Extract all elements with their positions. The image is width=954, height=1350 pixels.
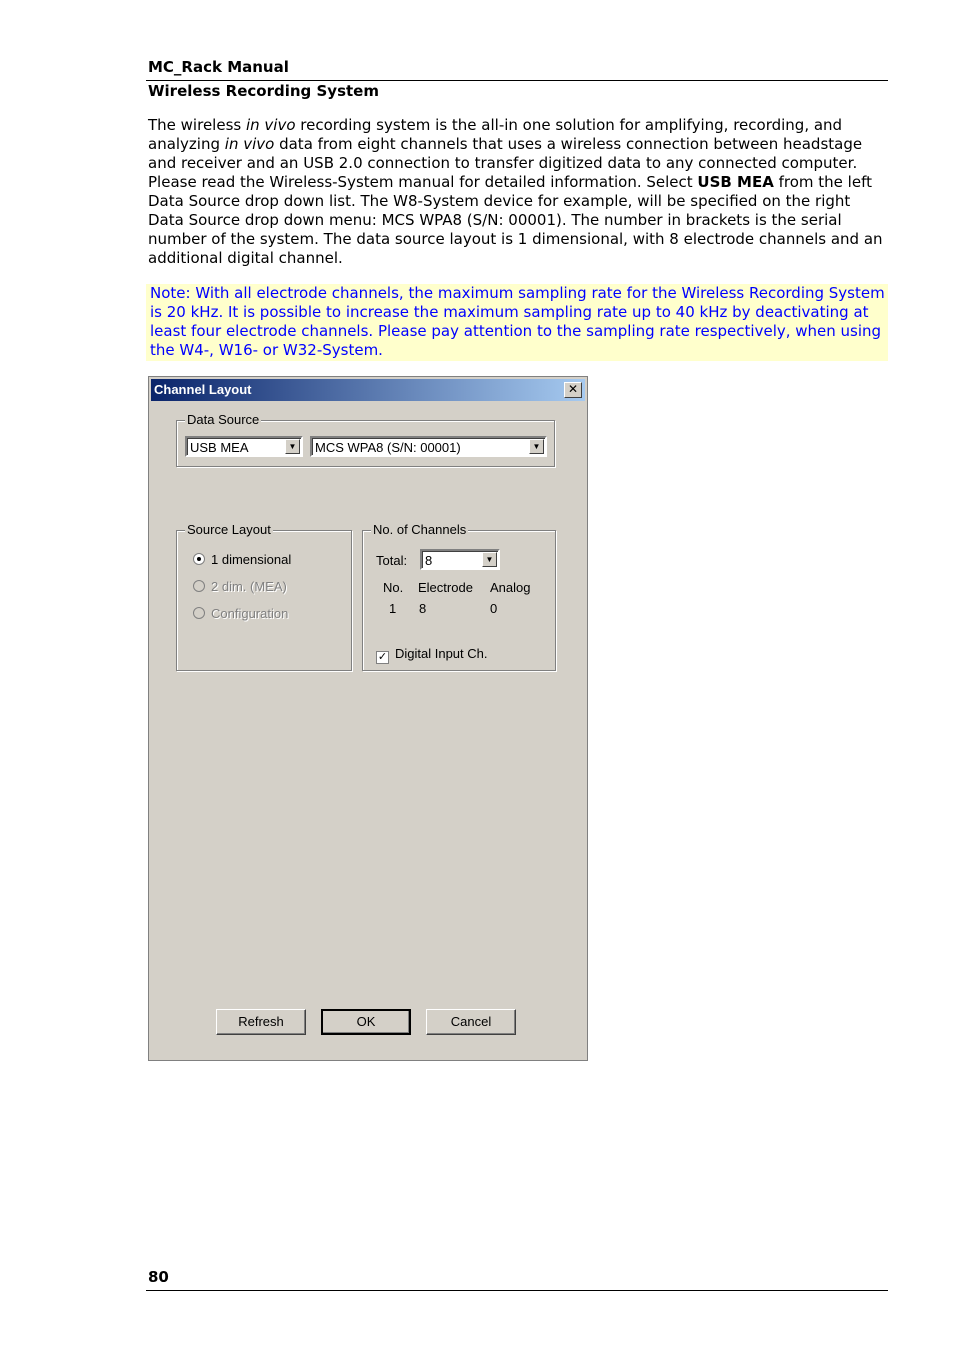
radio-icon (193, 607, 205, 619)
channels-group (362, 522, 556, 671)
row-no-value: 1 (389, 601, 397, 616)
data-source-label: Data Source (187, 412, 260, 427)
cancel-button[interactable]: Cancel (426, 1009, 516, 1035)
data-source-group (176, 412, 555, 467)
digital-input-label: Digital Input Ch. (395, 646, 488, 661)
col-electrode-header: Electrode (418, 580, 473, 595)
ok-button[interactable]: OK (321, 1009, 411, 1035)
section-title: Wireless Recording System (148, 82, 379, 100)
device-select[interactable] (310, 436, 547, 457)
total-value: 8 (425, 553, 433, 568)
device-value: MCS WPA8 (S/N: 00001) (315, 440, 461, 455)
refresh-button[interactable]: Refresh (216, 1009, 306, 1035)
digital-input-checkbox[interactable] (376, 646, 488, 664)
dialog-titlebar[interactable] (151, 379, 585, 401)
chevron-down-icon[interactable]: ▼ (529, 439, 544, 454)
close-button[interactable] (564, 382, 582, 398)
checkmark-icon: ✓ (377, 651, 388, 663)
chevron-down-icon[interactable]: ▼ (285, 439, 300, 454)
radio-configuration: Configuration (193, 606, 288, 621)
note-line: the W4-, W16- or W32-System. (150, 341, 383, 359)
radio-1-dimensional[interactable]: 1 dimensional (193, 552, 291, 567)
data-source-value: USB MEA (190, 440, 249, 455)
page-number: 80 (148, 1268, 169, 1286)
dialog-title: Channel Layout (154, 382, 252, 397)
source-layout-label: Source Layout (187, 522, 271, 537)
source-layout-group (176, 522, 352, 671)
col-analog-header: Analog (490, 580, 531, 595)
data-source-select[interactable] (185, 436, 303, 457)
body-paragraph: The wireless in vivo recording system is the all-in one solution for amplifying, recording, and analyzing in vivo data from eight channels that uses a wireless connection between headstage and receiver and an USB 2.0 connection to transfer digitized data to any connected computer. Please read the Wireless-System manual for detailed information. Select USB MEA from the left Data Source drop down list. The W8-System device for example, will be specified on the right Data Source drop down menu: MCS WPA8 (S/N: 00001). The number in brackets is the serial number of the system. The data source layout is 1 dimensional, with 8 electrode channels and an additional digital channel. (148, 116, 883, 267)
radio-selected-icon (193, 553, 205, 565)
manual-title: MC_Rack Manual (148, 58, 289, 76)
note-line: Note: With all electrode channels, the maximum sampling rate for the Wireless Recording System (150, 284, 885, 302)
row-electrode-value: 8 (419, 601, 427, 616)
note-line: least four electrode channels. Please pay attention to the sampling rate respectively, when using (150, 322, 882, 340)
total-label: Total: (376, 553, 408, 568)
col-no-header: No. (383, 580, 404, 595)
radio-icon (193, 580, 205, 592)
channels-label: No. of Channels (373, 522, 467, 537)
row-analog-value: 0 (490, 601, 498, 616)
close-icon: ✕ (567, 382, 579, 396)
footer-rule (146, 1290, 888, 1291)
chevron-down-icon[interactable]: ▼ (482, 552, 497, 567)
radio-2-dim-mea: 2 dim. (MEA) (193, 579, 287, 594)
total-select[interactable] (420, 549, 500, 570)
header-rule (146, 80, 888, 81)
note-line: is 20 kHz. It is possible to increase the maximum sampling rate up to 40 kHz by deactivating at (150, 303, 869, 321)
note-box (146, 284, 888, 361)
channel-layout-dialog (148, 376, 588, 1061)
